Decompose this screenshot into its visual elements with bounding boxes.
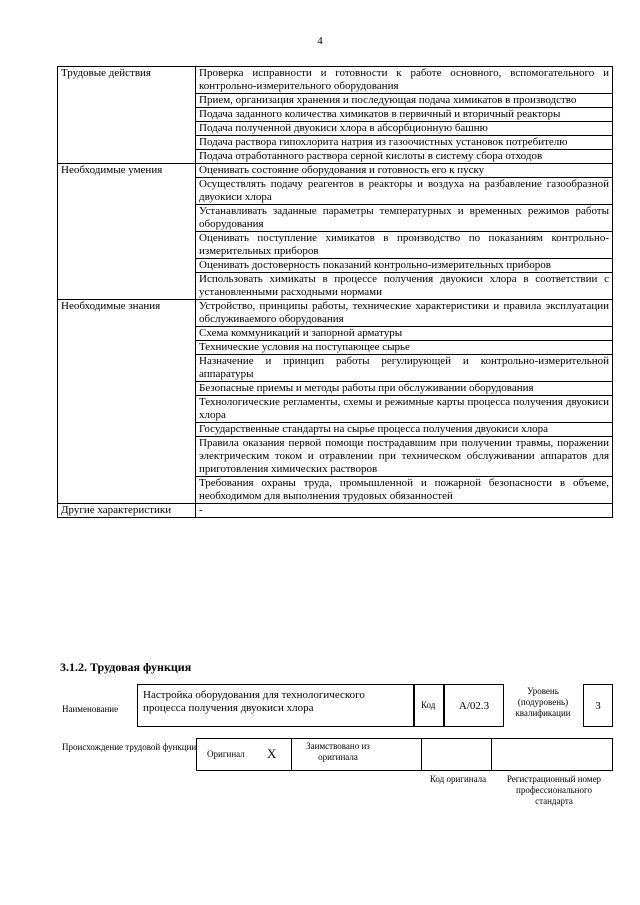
section-label: Другие характеристики bbox=[58, 504, 196, 518]
section-item: Государственные стандарты на сырье процесса получения двуокиси хлора bbox=[196, 423, 613, 437]
section-item: Подача раствора гипохлорита натрия из газоочистных установок потребителю bbox=[196, 136, 613, 150]
qualification-level-value: 3 bbox=[595, 700, 601, 712]
section-item: - bbox=[196, 504, 613, 518]
section-label: Трудовые действия bbox=[58, 67, 196, 164]
labor-function-table bbox=[57, 66, 613, 518]
section-item: Проверка исправности и готовности к работе основного, вспомогательного и контрольно-измерительного оборудования bbox=[196, 67, 613, 94]
original-label: Оригинал bbox=[207, 749, 245, 759]
section-item: Правила оказания первой помощи пострадавшим при получении травмы, поражении электрическим током и отравлении при техническом обслуживании аппаратов для приготовления химических растворов bbox=[196, 437, 613, 477]
name-value: Настройка оборудования для технологического процесса получения двуокиси хлора bbox=[143, 689, 365, 714]
section-item: Осуществлять подачу реагентов в реакторы и воздуха на разбавление газообразной двуокиси хлора bbox=[196, 178, 613, 205]
section-item: Схема коммуникаций и запорной арматуры bbox=[196, 327, 613, 341]
reg-number-label: Регистрационный номер профессионального стандарта bbox=[506, 774, 602, 806]
code-original-label: Код оригинала bbox=[429, 774, 487, 784]
origin-label: Происхождение трудовой функции bbox=[62, 742, 197, 752]
section-item: Подача заданного количества химикатов в первичный и вторичный реакторы bbox=[196, 108, 613, 122]
code-value: А/02.3 bbox=[458, 700, 490, 712]
section-item: Технологические регламенты, схемы и режимные карты процесса получения двуокиси хлора bbox=[196, 396, 613, 423]
level-box bbox=[583, 684, 613, 727]
code-box bbox=[444, 684, 504, 727]
code-original-box bbox=[421, 738, 492, 771]
code-label-box bbox=[414, 684, 444, 727]
table-row bbox=[58, 67, 613, 94]
section-item: Технические условия на поступающее сырье bbox=[196, 341, 613, 355]
name-box bbox=[137, 684, 414, 727]
table-row bbox=[58, 300, 613, 327]
table-row bbox=[58, 164, 613, 178]
section-label: Необходимые знания bbox=[58, 300, 196, 504]
section-item: Устанавливать заданные параметры температурных и временных режимов работы оборудования bbox=[196, 205, 613, 232]
section-item: Подача полученной двуокиси хлора в абсорбционную башню bbox=[196, 122, 613, 136]
section-item: Подача отработанного раствора серной кислоты в систему сбора отходов bbox=[196, 150, 613, 164]
qualification-level-label: Уровень (подуровень) квалификации bbox=[515, 686, 571, 718]
section-heading: 3.1.2. Трудовая функция bbox=[60, 660, 192, 674]
borrowed-box bbox=[291, 738, 422, 771]
reg-number-box bbox=[491, 738, 613, 771]
name-label: Наименование bbox=[62, 704, 119, 714]
original-box bbox=[196, 738, 292, 771]
section-item: Устройство, принципы работы, технические характеристики и правила эксплуатации обслуживаемого оборудования bbox=[196, 300, 613, 327]
section-item: Безопасные приемы и методы работы при обслуживании оборудования bbox=[196, 382, 613, 396]
section-item: Требования охраны труда, промышленной и пожарной безопасности в объеме, необходимом для выполнения трудовых обязанностей bbox=[196, 477, 613, 504]
code-label: Код bbox=[421, 700, 436, 710]
borrowed-label: Заимствовано из оригинала bbox=[306, 741, 370, 762]
section-item: Прием, организация хранения и последующая подача химикатов в производство bbox=[196, 94, 613, 108]
section-item: Оценивать достоверность показаний контрольно-измерительных приборов bbox=[196, 259, 613, 273]
original-mark: X bbox=[267, 746, 277, 761]
section-item: Назначение и принцип работы регулирующей и контрольно-измерительной аппаратуры bbox=[196, 355, 613, 382]
section-label: Необходимые умения bbox=[58, 164, 196, 300]
table-row bbox=[58, 504, 613, 518]
section-item: Оценивать состояние оборудования и готовность его к пуску bbox=[196, 164, 613, 178]
page-number: 4 bbox=[317, 35, 323, 47]
section-item: Оценивать поступление химикатов в производство по показаниям контрольно-измерительных приборов bbox=[196, 232, 613, 259]
section-item: Использовать химикаты в процессе получения двуокиси хлора в соответствии с установленными расходными нормами bbox=[196, 273, 613, 300]
